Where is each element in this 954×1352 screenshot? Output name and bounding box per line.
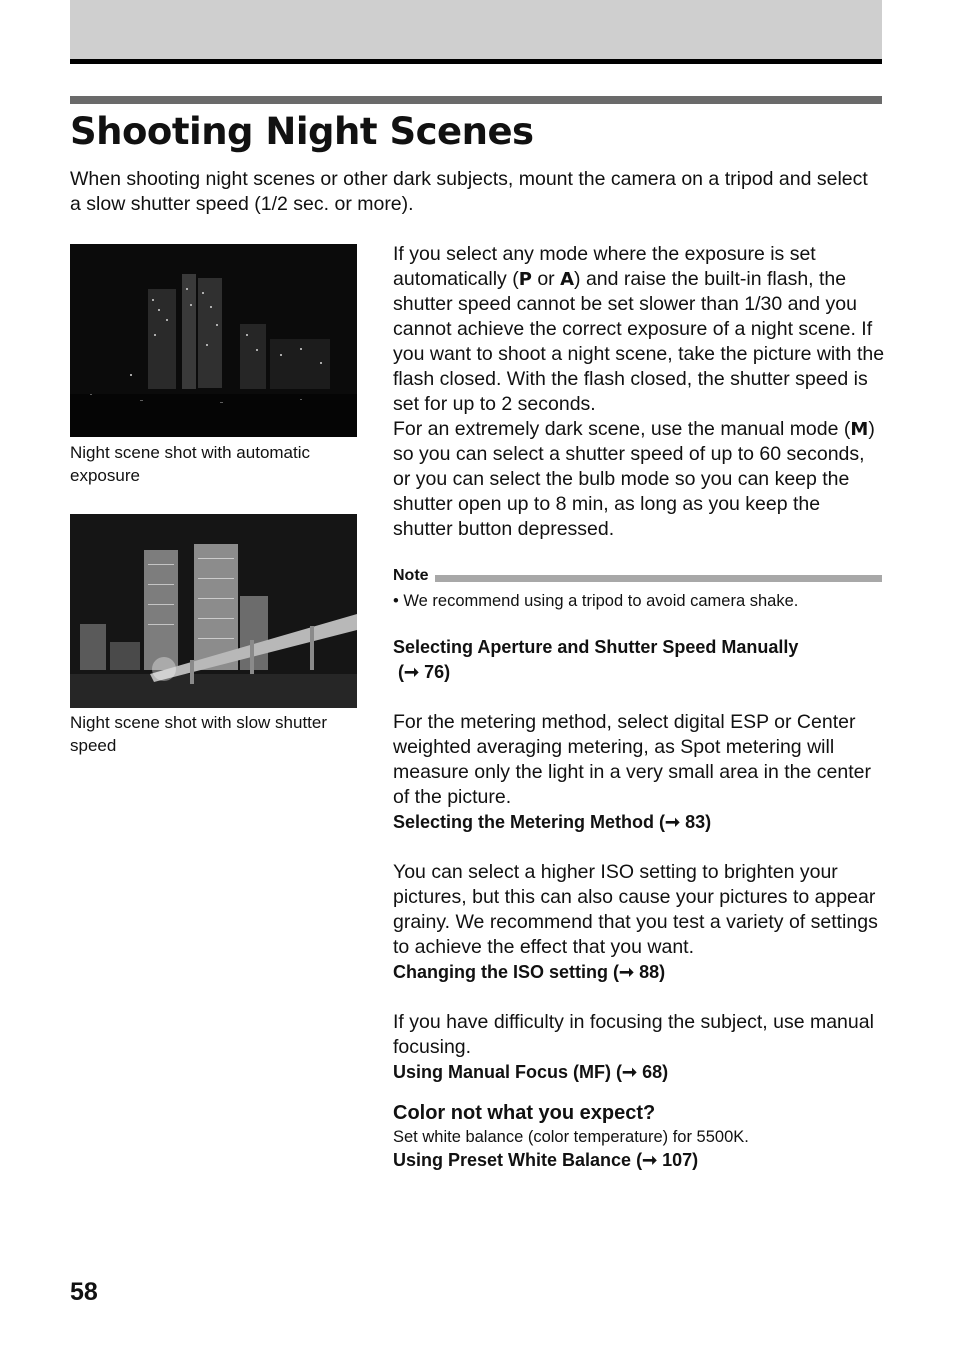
header-rule	[70, 59, 882, 64]
program-mode-icon: P	[518, 269, 532, 290]
aperture-mode-icon: A	[560, 269, 575, 290]
metering-paragraph: For the metering method, select digital ESP or Center weighted averaging metering, as Spot metering will measure only the light in a very small area in the center of the picture.	[393, 711, 871, 808]
aperture-reference-page[interactable]: (➞ 76)	[398, 662, 451, 682]
color-heading: Color not what you expect?	[393, 1102, 656, 1124]
note-label: Note	[393, 567, 429, 584]
white-balance-reference[interactable]: Using Preset White Balance (➞ 107)	[393, 1150, 699, 1170]
reference-section	[393, 635, 885, 1173]
color-text: Set white balance (color temperature) for 5500K.	[393, 1128, 749, 1146]
night-photo-auto-exposure	[70, 244, 357, 437]
main-text	[393, 242, 885, 542]
focus-paragraph: If you have difficulty in focusing the subject, use manual focusing.	[393, 1011, 874, 1058]
page-title: Shooting Night Scenes	[70, 110, 534, 153]
night-photo-slow-shutter	[70, 514, 357, 708]
header-band	[70, 0, 882, 59]
manual-mode-icon: M	[850, 419, 869, 440]
note-bar	[435, 575, 882, 582]
intro-paragraph: When shooting night scenes or other dark subjects, mount the camera on a tripod and select a slow shutter speed (1/2 sec. or more).	[70, 168, 868, 215]
note-header	[393, 567, 882, 585]
exposure-paragraph: If you select any mode where the exposure is set automatically (P or A) and raise the built-in flash, the shutter speed cannot be set slower than 1/30 and you cannot achieve the correct exposure of a night scene. If you want to shoot a night scene, take the picture with the flash closed. With the flash closed, the shutter speed is set for up to 2 seconds.	[393, 243, 885, 415]
photo-caption: Night scene shot with automatic exposure	[70, 443, 311, 485]
photo-caption: Night scene shot with slow shutter speed	[70, 713, 328, 755]
focus-reference[interactable]: Using Manual Focus (MF) (➞ 68)	[393, 1062, 669, 1082]
manual-mode-paragraph: For an extremely dark scene, use the manual mode (M) so you can select a shutter speed of up to 60 seconds, or you can select the bulb mode so you can keep the shutter open up to 8 min, as long as you keep the shutter button depressed.	[393, 418, 875, 540]
note-text: • We recommend using a tripod to avoid camera shake.	[393, 592, 799, 610]
metering-reference[interactable]: Selecting the Metering Method (➞ 83)	[393, 812, 712, 832]
title-rule	[70, 96, 882, 104]
iso-paragraph: You can select a higher ISO setting to brighten your pictures, but this can also cause your pictures to appear grainy. We recommend that you test a variety of settings to achieve the effect that you want.	[393, 861, 878, 958]
page-number: 58	[70, 1278, 98, 1306]
iso-reference[interactable]: Changing the ISO setting (➞ 88)	[393, 962, 666, 982]
aperture-reference[interactable]: Selecting Aperture and Shutter Speed Manually	[393, 637, 799, 657]
